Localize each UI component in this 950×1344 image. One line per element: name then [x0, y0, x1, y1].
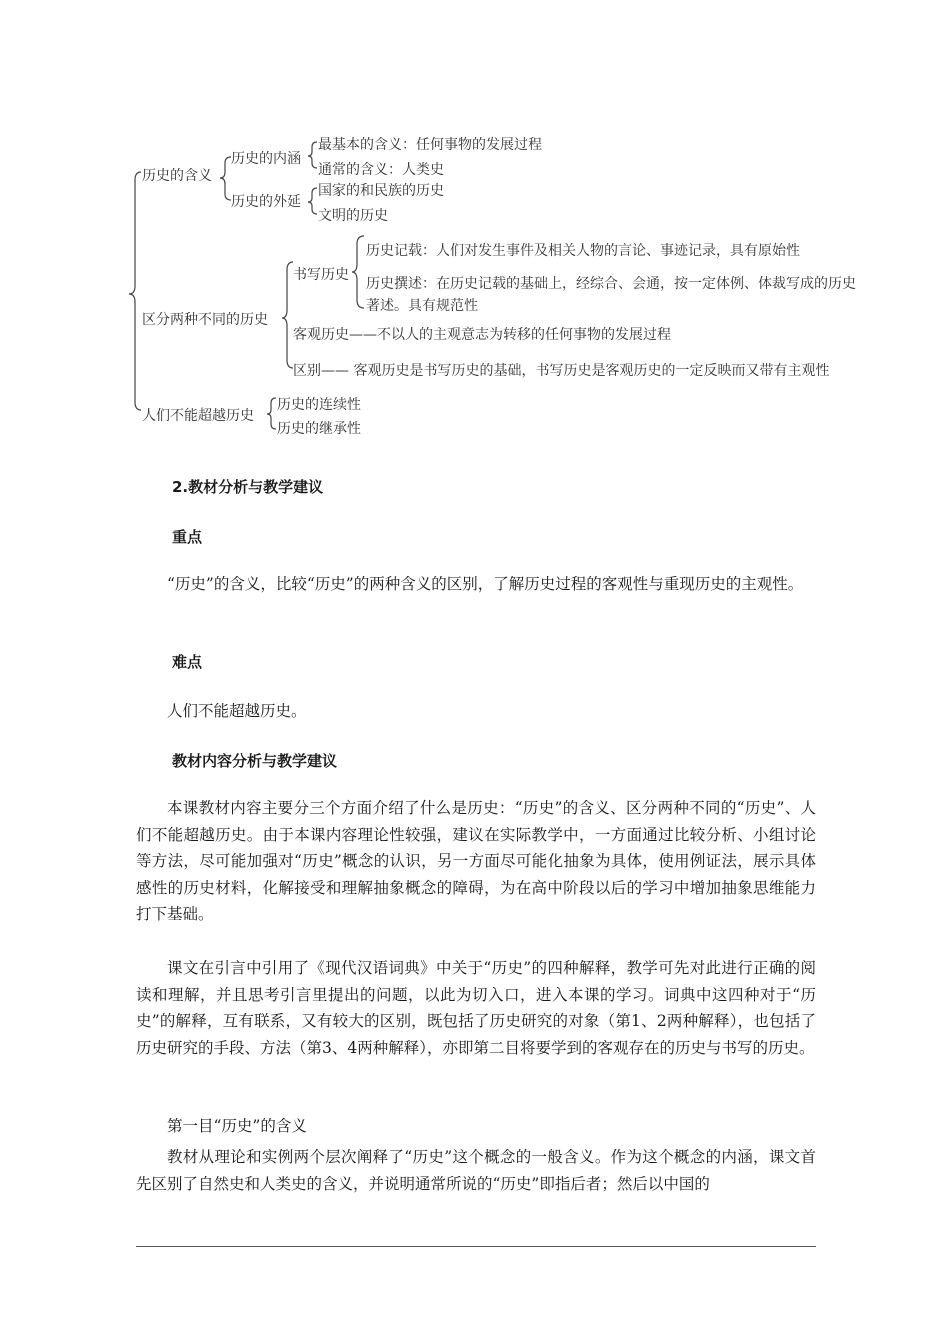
node-distinguish: 区分两种不同的历史 [142, 312, 268, 328]
key-text: “历史”的含义，比较“历史”的两种含义的区别，了解历史过程的客观性与重现历史的主观性。 [167, 575, 804, 593]
node-written-history: 书写历史 [293, 267, 349, 283]
distinguish-bracket [282, 262, 293, 368]
node-writings: 历史撰述：在历史记载的基础上，经综合、会通，按一定体例、体裁写成的历史著述。具有规范性 [366, 276, 856, 314]
node-cannot-transcend: 人们不能超越历史 [142, 408, 254, 424]
footer-rule [136, 1246, 816, 1247]
heading-difficult: 难点 [172, 653, 203, 671]
node-objective-history: 客观历史——不以人的主观意志为转移的任何事物的发展过程 [293, 327, 671, 343]
meaning-bracket [220, 157, 231, 200]
transcend-bracket [267, 398, 276, 429]
diagram-brackets [0, 0, 950, 450]
written-bracket [352, 236, 364, 308]
heading-key: 重点 [172, 528, 203, 546]
paragraph-1: 本课教材内容主要分三个方面介绍了什么是历史：“历史”的含义、区分两种不同的“历史”、人们不能超越历史。由于本课内容理论性较强，建议在实际教学中，一方面通过比较分析、小组讨论等方法，尽可能加强对“历史”概念的认识，另一方面尽可能化抽象为具体，使用例证法，展示具体感性的历史材料，化解接受和理解抽象概念的障碍，为在高中阶段以后的学习中增加抽象思维能力打下基础。 [136, 799, 816, 923]
node-meaning: 历史的含义 [142, 168, 212, 184]
heading-content: 教材内容分析与教学建议 [172, 752, 338, 770]
paragraph-2: 课文在引言中引用了《现代汉语词典》中关于“历史”的四种解释，教学可先对此进行正确的阅读和理解，并且思考引言里提出的问题，以此为切入口，进入本课的学习。词典中这四种对于“历史”的解释，互有联系，又有较大的区别，既包括了历史研究的对象（第1、2两种解释），也包括了历史研究的手段、方法（第3、4两种解释），亦即第二目将要学到的客观存在的历史与书写的历史。 [136, 959, 816, 1057]
node-extension: 历史的外延 [231, 194, 301, 210]
node-inheritance: 历史的继承性 [277, 421, 361, 437]
node-basic-meaning: 最基本的含义：任何事物的发展过程 [318, 137, 542, 153]
subheading-1: 第一目“历史”的含义 [167, 1117, 307, 1135]
node-civilization-history: 文明的历史 [318, 208, 388, 224]
heading-analysis: 2.教材分析与教学建议 [172, 478, 324, 496]
connotation-bracket [308, 142, 317, 168]
node-nation-history: 国家的和民族的历史 [318, 183, 444, 199]
difficult-text: 人们不能超越历史。 [167, 702, 307, 720]
node-difference: 区别—— 客观历史是书写历史的基础，书写历史是客观历史的一定反映而又带有主观性 [293, 363, 830, 379]
node-records: 历史记载：人们对发生事件及相关人物的言论、事迹记录，具有原始性 [366, 243, 800, 259]
extension-bracket [308, 188, 317, 214]
main-bracket [129, 172, 141, 410]
node-continuity: 历史的连续性 [277, 397, 361, 413]
node-usual-meaning: 通常的含义：人类史 [318, 162, 444, 178]
node-connotation: 历史的内涵 [231, 151, 301, 167]
concept-diagram [0, 0, 950, 450]
paragraph-3: 教材从理论和实例两个层次阐释了“历史”这个概念的一般含义。作为这个概念的内涵，课文首先区别了自然史和人类史的含义，并说明通常所说的“历史”即指后者；然后以中国的 [136, 1148, 816, 1193]
